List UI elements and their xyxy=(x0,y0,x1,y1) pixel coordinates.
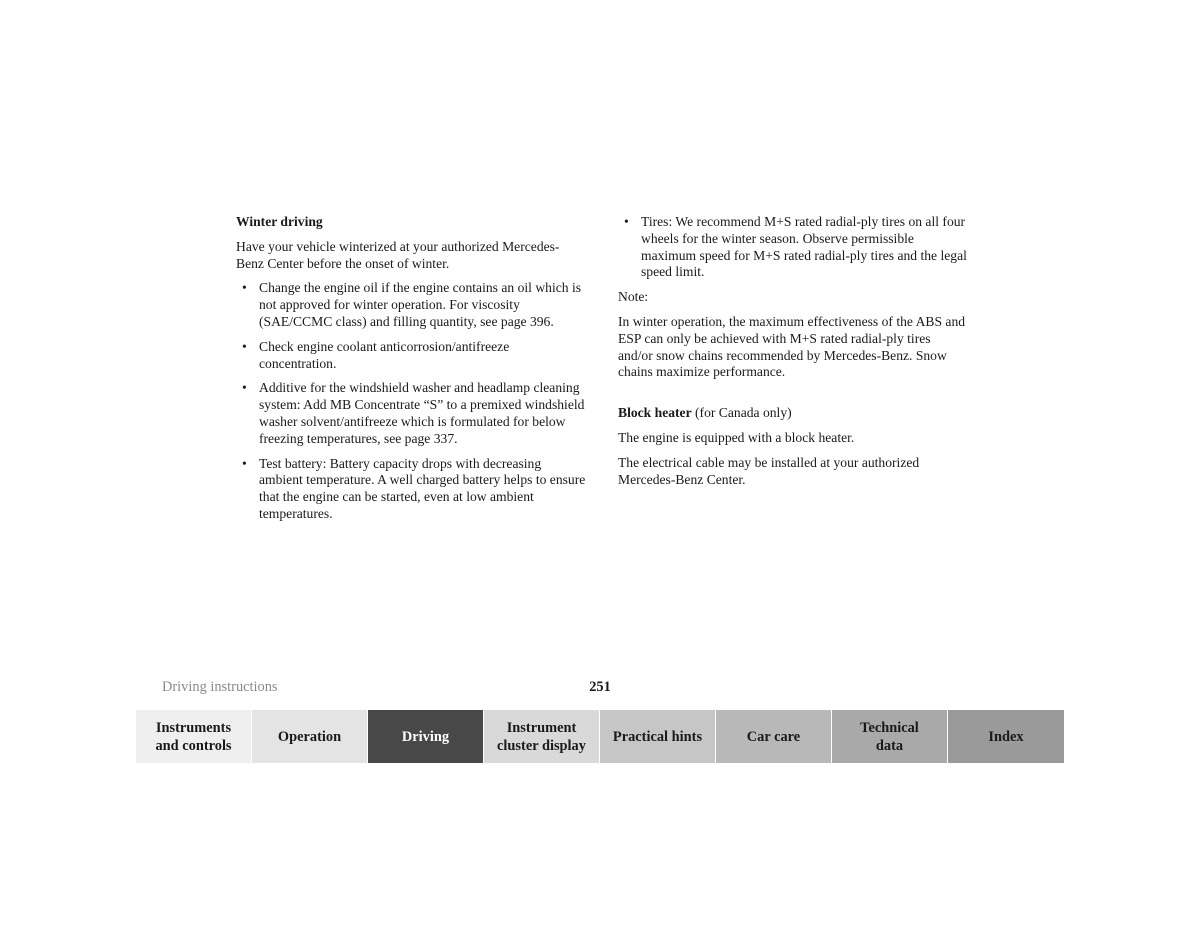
right-column xyxy=(618,214,968,496)
tab-label: Instruments and controls xyxy=(155,719,232,754)
section-heading-block-heater xyxy=(618,405,968,422)
list-item-text: Check engine coolant anticorrosion/antifreeze concentration. xyxy=(259,338,510,371)
tab-label: Instrument cluster display xyxy=(497,719,586,754)
list-item-text: Change the engine oil if the engine contains an oil which is not approved for winter operation. For viscosity (SAE/CCMC class) and filling quantity, see page 396. xyxy=(259,280,582,329)
note-text: In winter operation, the maximum effectiveness of the ABS and ESP can only be achieved with M+S rated radial-ply tires and/or snow chains recommended by Mercedes-Benz. Snow chains maximize performance. xyxy=(618,313,966,380)
list-item-text: Tires: We recommend M+S rated radial-ply tires on all four wheels for the winter season. Observe permissible maximum speed for M+S rated radial-ply tires and the legal speed limit. xyxy=(641,214,967,280)
block-heater-qualifier: (for Canada only) xyxy=(691,405,792,421)
tab-label: Driving xyxy=(401,728,450,745)
list-item xyxy=(236,456,586,523)
intro-paragraph: Have your vehicle winterized at your authorized Mercedes-Benz Center before the onset of winter. xyxy=(236,238,560,271)
tab-practical-hints[interactable] xyxy=(600,710,716,763)
tab-label: Operation xyxy=(277,728,342,745)
winter-checklist xyxy=(236,280,586,522)
list-item xyxy=(236,380,586,447)
list-item xyxy=(236,339,586,373)
tab-label: Practical hints xyxy=(612,728,703,745)
tab-label: Technical data xyxy=(860,719,919,754)
tab-car-care[interactable] xyxy=(716,710,832,763)
left-column xyxy=(236,214,586,531)
block-heater-paragraph-1: The engine is equipped with a block heater. xyxy=(618,429,855,445)
tab-label: Index xyxy=(988,728,1024,745)
tab-driving[interactable] xyxy=(368,710,484,763)
list-item xyxy=(618,214,968,281)
list-item xyxy=(236,280,586,330)
page-number: 251 xyxy=(589,679,611,695)
bullet-icon: • xyxy=(242,455,247,471)
list-item-text: Test battery: Battery capacity drops with decreasing ambient temperature. A well charged battery helps to ensure that the engine can be started, even at low ambient temperatures. xyxy=(259,455,586,521)
tab-operation[interactable] xyxy=(252,710,368,763)
tires-list xyxy=(618,214,968,281)
block-heater-paragraph-2: The electrical cable may be installed at your authorized Mercedes-Benz Center. xyxy=(618,454,920,487)
spacer xyxy=(618,389,968,405)
block-heater-title: Block heater xyxy=(618,405,692,421)
bullet-icon: • xyxy=(242,380,247,396)
section-heading-winter-driving: Winter driving xyxy=(236,214,323,229)
tab-instrument-cluster-display[interactable] xyxy=(484,710,600,763)
bullet-icon: • xyxy=(242,338,247,354)
tab-technical-data[interactable] xyxy=(832,710,948,763)
section-label: Driving instructions xyxy=(162,679,278,695)
list-item-text: Additive for the windshield washer and headlamp cleaning system: Add MB Concentrate “S” to a premixed windshield washer solvent/antifreeze which is formulated for below freezing temperatures, see page 337. xyxy=(259,380,585,446)
chapter-tab-bar xyxy=(136,710,1064,763)
bullet-icon: • xyxy=(242,280,247,296)
note-label: Note: xyxy=(618,289,649,305)
tab-index[interactable] xyxy=(948,710,1064,763)
bullet-icon: • xyxy=(624,214,629,229)
tab-label: Car care xyxy=(746,728,801,745)
tab-instruments-and-controls[interactable] xyxy=(136,710,252,763)
